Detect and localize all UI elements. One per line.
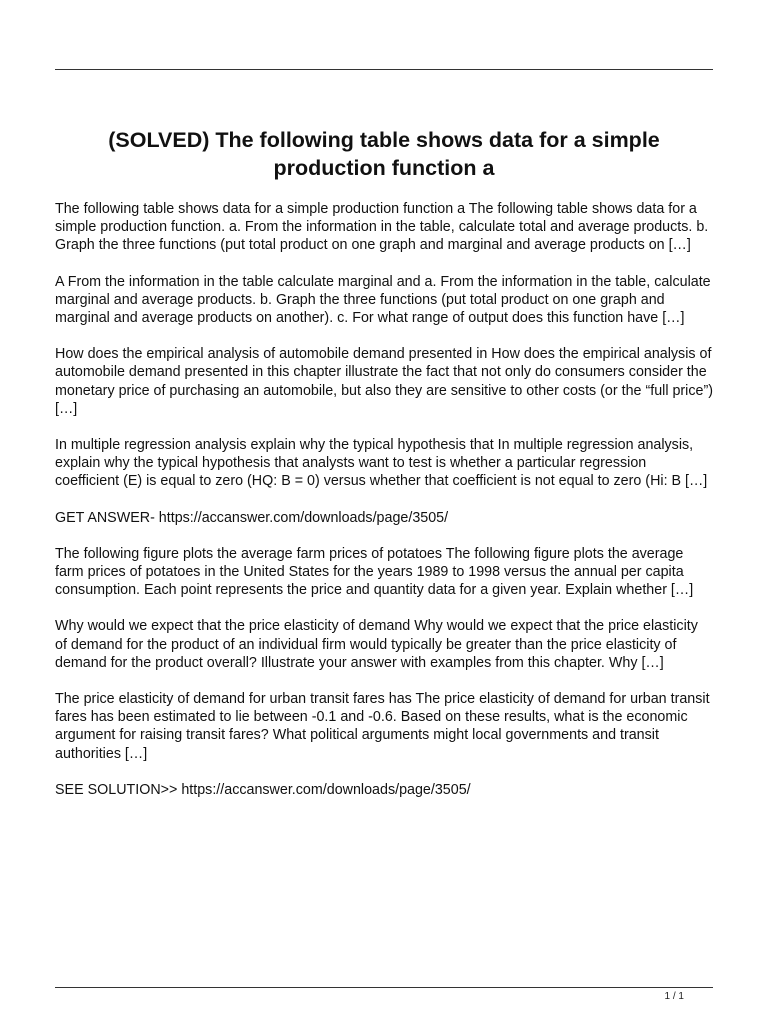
- paragraph-potato-prices: The following figure plots the average farm prices of potatoes The following figure plots the average farm prices of potatoes in the United States for the years 1989 to 1998 versus the annual per capita consumption. Each point represents the price and quantity data for a given year. Explain whether […]: [55, 545, 694, 599]
- paragraph-transit-fares: The price elasticity of demand for urban transit fares has The price elasticity of demand for urban transit fares has been estimated to lie between -0.1 and -0.6. Based on these results, what is the economic argument for raising transit fares? What political arguments might local governments and transit authorities […]: [55, 691, 710, 762]
- document-body: [55, 200, 713, 817]
- get-answer-link[interactable]: GET ANSWER- https://accanswer.com/downloads/page/3505/: [55, 509, 449, 526]
- paragraph-marginal-average: A From the information in the table calculate marginal and a. From the information in the table, calculate marginal and average products. b. Graph the three functions (put total product on one graph and marginal and average products on another). c. For what range of output does this function have […]: [55, 273, 711, 327]
- footer-rule: [55, 987, 713, 988]
- paragraph-production-function: The following table shows data for a simple production function a The following table shows data for a simple production function. a. From the information in the table, calculate total and average products. b. Graph the three functions (put total product on one graph and marginal and average products on […]: [55, 201, 709, 254]
- paragraph-regression-analysis: In multiple regression analysis explain why the typical hypothesis that In multiple regression analysis, explain why the typical hypothesis that analysts want to test is whether a particular regression coefficient (E) is equal to zero (HQ: B = 0) versus whether that coefficient is not equal to zero (Hi: B […]: [55, 437, 708, 490]
- page-number: 1 / 1: [664, 991, 684, 1002]
- paragraph-price-elasticity: Why would we expect that the price elasticity of demand Why would we expect that the price elasticity of demand for the product of an individual firm would typically be greater than the price elasticity of demand for the product overall? Illustrate your answer with examples from this chapter. Why […]: [55, 618, 698, 671]
- header-rule: [55, 69, 713, 70]
- document-title: (SOLVED) The following table shows data for a simple production function a: [108, 128, 660, 180]
- paragraph-automobile-demand: How does the empirical analysis of automobile demand presented in How does the empirical analysis of automobile demand presented in this chapter illustrate the fact that not only do consumers consider the monetary price of purchasing an automobile, but also they are sensitive to other costs (or the “full price”) […]: [55, 346, 713, 417]
- see-solution-link[interactable]: SEE SOLUTION>> https://accanswer.com/downloads/page/3505/: [55, 781, 471, 798]
